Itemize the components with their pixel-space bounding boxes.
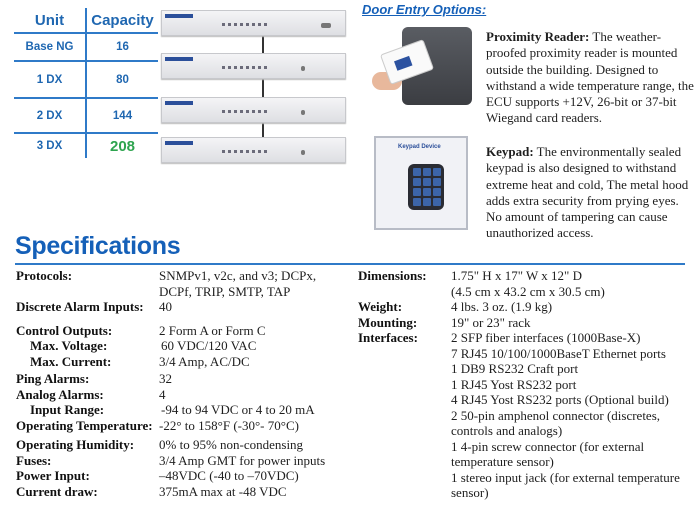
specs-right-column [358,268,698,501]
spec-value: DCPf, TRIP, SMTP, TAP [159,283,291,299]
cell-unit: Base NG [14,34,87,60]
interface-item: 7 RJ45 10/100/1000BaseT Ethernet ports [451,345,666,361]
spec-value: 4 [159,386,166,402]
spec-row-interfaces [358,330,698,501]
table-row [14,62,158,99]
proximity-reader-description [486,29,696,127]
spec-key: Fuses: [16,452,52,468]
proximity-reader-image [372,22,472,110]
door-entry-title: Door Entry Options: [362,2,487,17]
header-capacity: Capacity [91,11,154,29]
interface-item: controls and analogs) [451,423,563,438]
cell-capacity: 16 [116,41,129,53]
cell-unit: 1 DX [14,62,87,97]
interface-item: 4 RJ45 Yost RS232 ports (Optional build) [451,392,669,407]
spec-key: Control Outputs: [16,322,113,338]
keypad-buttons [408,164,444,210]
dx-unit-chassis [161,53,346,79]
spec-key: Ping Alarms: [16,371,90,386]
spec-value: 60 VDC/120 VAC [161,338,257,353]
spec-key: Analog Alarms: [16,386,104,402]
cell-capacity: 80 [116,73,129,86]
capacity-table [14,8,158,158]
interface-item: 1 4-pin screw connector (for external [451,438,645,454]
spec-key: Max. Current: [30,353,112,369]
spec-row-weight [358,299,698,315]
spec-row-input-range [16,402,356,418]
spec-key: Current draw: [16,483,98,499]
specifications-divider [15,263,685,265]
spec-value: 1.75" H x 17" W x 12" D [451,268,582,283]
cell-unit: 2 DX [14,99,87,132]
spec-row-mounting [358,315,698,331]
spec-key: Operating Temperature: [16,417,153,433]
keypad-image [374,136,468,230]
spec-value: -22° to 158°F (-30°- 70°C) [159,417,299,433]
table-row [14,99,158,134]
spec-key: Operating Humidity: [16,437,135,452]
spec-row-current-draw [16,484,356,500]
cell-capacity: 144 [112,109,133,122]
spec-row-fuses [16,453,356,469]
spec-row-max-voltage [16,338,356,354]
dx-unit-chassis [161,97,346,123]
spec-value: 32 [159,371,172,386]
spec-value: 40 [159,299,172,314]
keypad-image-caption: Keypad Device [398,144,441,150]
interface-item: 2 50-pin amphenol connector (discretes, [451,407,661,423]
spec-row-control-outputs [16,323,356,339]
keypad-description [486,144,696,242]
spec-key: Discrete Alarm Inputs: [16,299,144,314]
base-unit-chassis [161,10,346,36]
proximity-reader-text: The weather-proofed proximity reader is mounted outside the building. Designed to withstand a wide temperature range, the ECU supports +12V, 26-bit or 37-bit Wiegand card readers. [486,29,694,126]
spec-value: SNMPv1, v2c, and v3; DCPx, [159,268,317,283]
interface-item: temperature sensor) [451,454,554,469]
cell-unit: 3 DX [14,134,87,158]
spec-key: Dimensions: [358,268,427,283]
spec-key: Mounting: [358,314,418,330]
spec-key: Interfaces: [358,330,418,345]
spec-row-operating-temperature [16,418,356,434]
spec-value: 19" or 23" rack [451,314,531,330]
interface-item: 1 RJ45 Yost RS232 port [451,376,577,392]
interface-item: 1 DB9 RS232 Craft port [451,361,579,376]
spec-value: 2 Form A or Form C [159,322,266,338]
spec-value: 4 lbs. 3 oz. (1.9 kg) [451,299,553,314]
spec-value: -94 to 94 VDC or 4 to 20 mA [161,402,315,417]
spec-row-discrete-alarm-inputs [16,299,356,315]
spec-value: 3/4 Amp, AC/DC [159,353,250,369]
spec-row-max-current [16,354,356,370]
interface-item: 2 SFP fiber interfaces (1000Base-X) [451,330,641,345]
rack-units-image [161,10,346,160]
spec-key: Power Input: [16,468,90,483]
spec-row-analog-alarms [16,387,356,403]
proximity-reader-label: Proximity Reader: [486,29,590,44]
spec-key: Max. Voltage: [30,338,108,353]
spec-row-operating-humidity [16,437,356,453]
spec-row-power-input [16,468,356,484]
spec-key: Protocols: [16,268,73,283]
table-row [14,134,158,158]
spec-value: 375mA max at -48 VDC [159,483,287,499]
spec-row-dimensions [358,268,698,299]
spec-key: Weight: [358,299,403,314]
spec-key: Input Range: [30,402,105,417]
specifications-title: Specifications [15,232,181,260]
spec-value: –48VDC (-40 to –70VDC) [159,468,299,483]
spec-row-protocols [16,268,356,299]
interface-item: sensor) [451,485,489,500]
spec-value: 0% to 95% non-condensing [159,437,304,452]
keypad-label: Keypad: [486,144,534,159]
spec-value: (4.5 cm x 43.2 cm x 30.5 cm) [451,283,605,299]
specs-left-column [16,268,356,499]
spec-value: 3/4 Amp GMT for power inputs [159,452,326,468]
interface-item: 1 stereo input jack (for external temperature [451,469,680,485]
table-row [14,34,158,62]
header-unit: Unit [14,8,87,32]
spec-row-ping-alarms [16,371,356,387]
keypad-text: The environmentally sealed keypad is also designed to withstand extreme heat and cold, The metal hood adds extra security from prying eyes. No amount of tampering can cause unauthorized access. [486,144,689,241]
cell-capacity-highlight: 208 [109,137,136,155]
dx-unit-chassis [161,137,346,163]
capacity-table-header [14,8,158,34]
